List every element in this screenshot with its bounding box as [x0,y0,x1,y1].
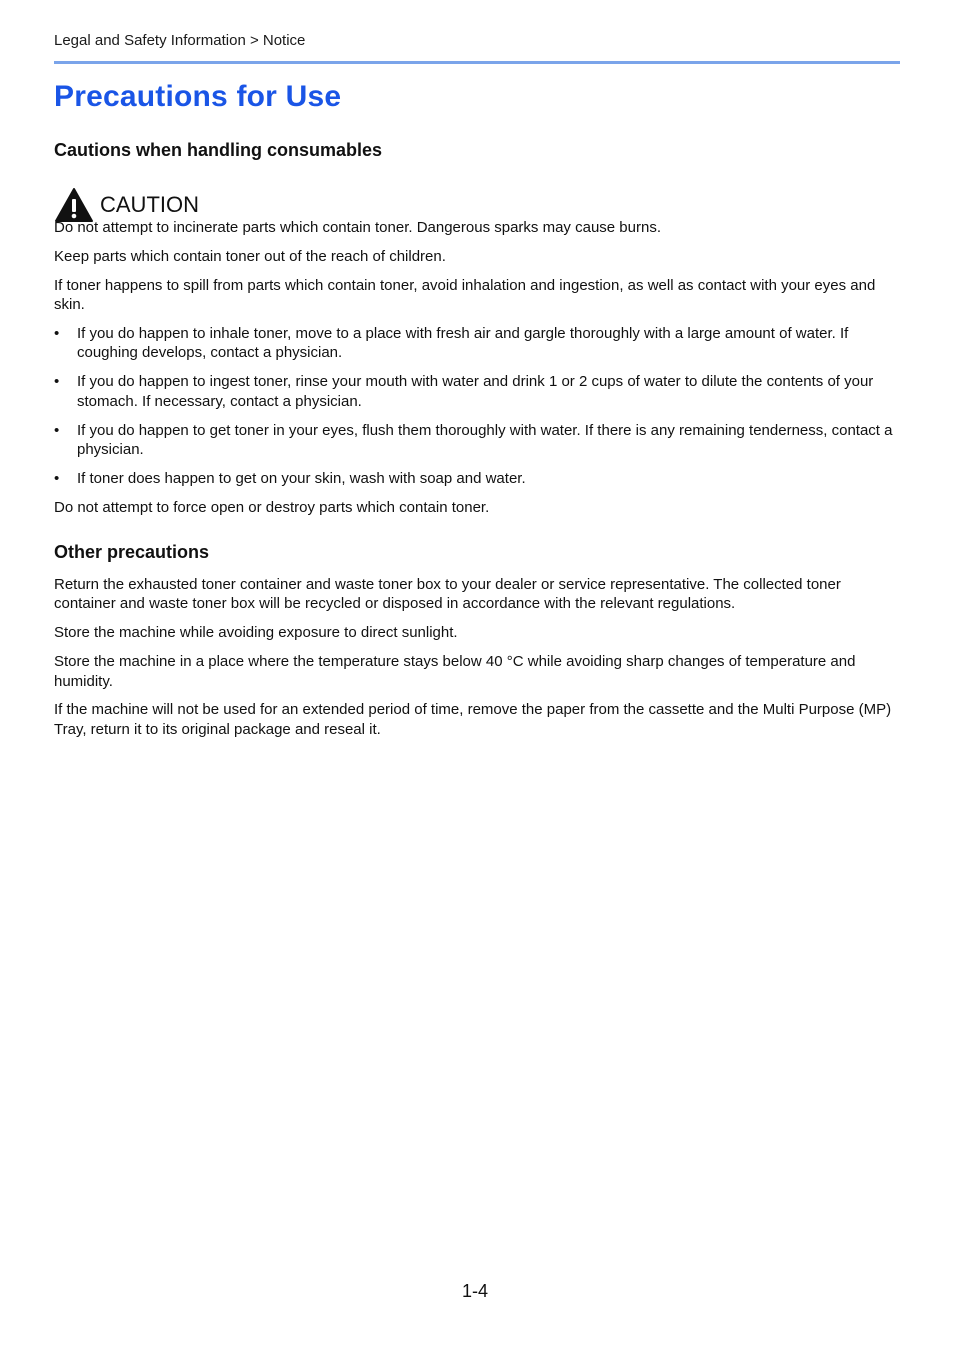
list-item [54,324,900,363]
breadcrumb: Legal and Safety Information > Notice [54,32,306,49]
consumables-paragraph-after: Do not attempt to force open or destroy parts which contain toner. [54,499,490,516]
consumables-paragraph-3: If toner happens to spill from parts which contain toner, avoid inhalation and ingestion, as well as contact with your eyes and skin. [54,276,876,313]
consumables-section [54,140,900,518]
list-item [54,469,900,489]
list-item-text: If you do happen to inhale toner, move to a place with fresh air and gargle thoroughly with a large amount of water. If coughing develops, contact a physician. [77,324,849,361]
caution-label: CAUTION [100,192,199,217]
header-rule [54,61,900,64]
other-paragraph-1: Return the exhausted toner container and waste toner box to your dealer or service representative. The collected toner container and waste toner box will be recycled or disposed in accordance with the relevant regulations. [54,575,841,612]
consumables-paragraph-2: Keep parts which contain toner out of the reach of children. [54,248,446,265]
bullet-marker: • [54,373,60,390]
list-item [54,372,900,411]
other-precautions-section [54,542,900,740]
list-item-text: If you do happen to get toner in your eyes, flush them thoroughly with water. If there is any remaining tenderness, contact a physician. [77,421,893,458]
page-title: Precautions for Use [54,80,342,113]
page-content [54,140,900,739]
consumables-paragraph-1: Do not attempt to incinerate parts which contain toner. Dangerous sparks may cause burns. [54,219,661,236]
list-item [54,421,900,460]
toner-contact-list [54,324,900,489]
other-paragraph-2: Store the machine while avoiding exposure to direct sunlight. [54,624,458,641]
other-precautions-heading: Other precautions [54,541,210,562]
other-paragraph-4: If the machine will not be used for an extended period of time, remove the paper from the cassette and the Multi Purpose (MP) Tray, return it to its original package and reseal it. [54,701,892,738]
bullet-marker: • [54,324,60,342]
consumables-heading: Cautions when handling consumables [54,140,383,160]
list-item-text: If you do happen to ingest toner, rinse your mouth with water and drink 1 or 2 cups of water to dilute the contents of your stomach. If necessary, contact a physician. [77,373,874,410]
other-paragraph-3: Store the machine in a place where the temperature stays below 40 °C while avoiding sharp changes of temperature and humidity. [54,653,856,690]
page-number: 1-4 [462,1281,489,1301]
list-item-text: If toner does happen to get on your skin, wash with soap and water. [77,470,526,487]
bullet-marker: • [54,470,60,487]
bullet-marker: • [54,421,60,439]
